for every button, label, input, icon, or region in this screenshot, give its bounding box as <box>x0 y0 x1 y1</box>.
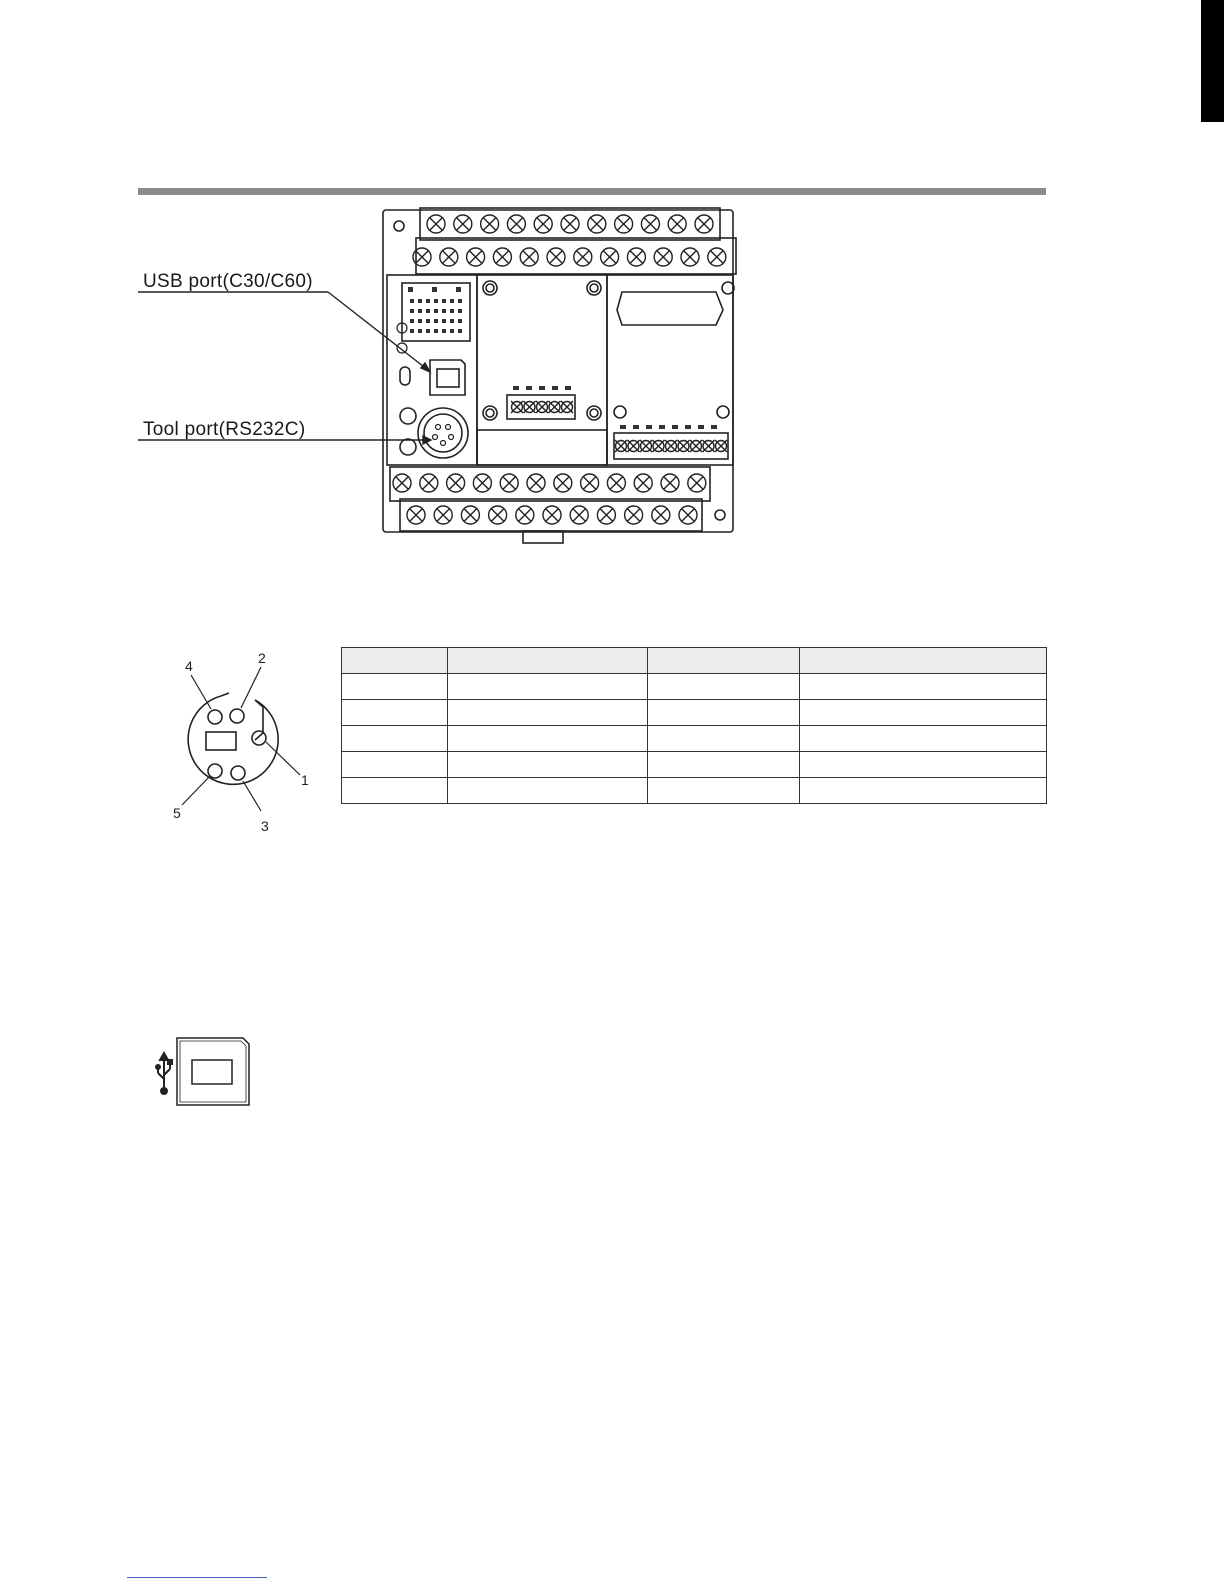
table-cell <box>342 726 448 752</box>
section-rule <box>138 188 1046 195</box>
table-row <box>342 674 1047 700</box>
mini-din-pin-diagram <box>165 645 315 840</box>
table-cell <box>342 648 448 674</box>
pin-3-label: 3 <box>261 818 269 834</box>
pin-2-label: 2 <box>258 650 266 666</box>
pin-assignment-table <box>341 647 1047 804</box>
table-cell <box>448 674 648 700</box>
table-cell <box>800 752 1047 778</box>
table-cell <box>448 778 648 804</box>
usb-icon <box>150 1035 255 1110</box>
table-cell <box>800 648 1047 674</box>
tool-port-callout: Tool port(RS232C) <box>143 419 306 440</box>
table-cell <box>448 648 648 674</box>
table-cell <box>648 752 800 778</box>
table-cell <box>800 778 1047 804</box>
table-cell <box>448 752 648 778</box>
table-cell <box>342 752 448 778</box>
table-cell <box>648 648 800 674</box>
footer-link-underline[interactable] <box>127 1577 267 1578</box>
table-cell <box>342 674 448 700</box>
table-cell <box>648 700 800 726</box>
usb-port-callout: USB port(C30/C60) <box>143 271 313 292</box>
table-row <box>342 726 1047 752</box>
table-row <box>342 700 1047 726</box>
plc-front-illustration <box>138 205 738 550</box>
table-row <box>342 752 1047 778</box>
table-cell <box>648 778 800 804</box>
pin-4-label: 4 <box>185 658 193 674</box>
table-cell <box>448 726 648 752</box>
table-cell <box>448 700 648 726</box>
table-header-row <box>342 648 1047 674</box>
table-cell <box>648 674 800 700</box>
table-cell <box>800 674 1047 700</box>
table-cell <box>342 700 448 726</box>
pin-5-label: 5 <box>173 805 181 821</box>
table-cell <box>342 778 448 804</box>
table-row <box>342 778 1047 804</box>
table-cell <box>648 726 800 752</box>
pin-1-label: 1 <box>301 772 309 788</box>
table-cell <box>800 726 1047 752</box>
page-tab-marker <box>1201 0 1224 122</box>
table-cell <box>800 700 1047 726</box>
